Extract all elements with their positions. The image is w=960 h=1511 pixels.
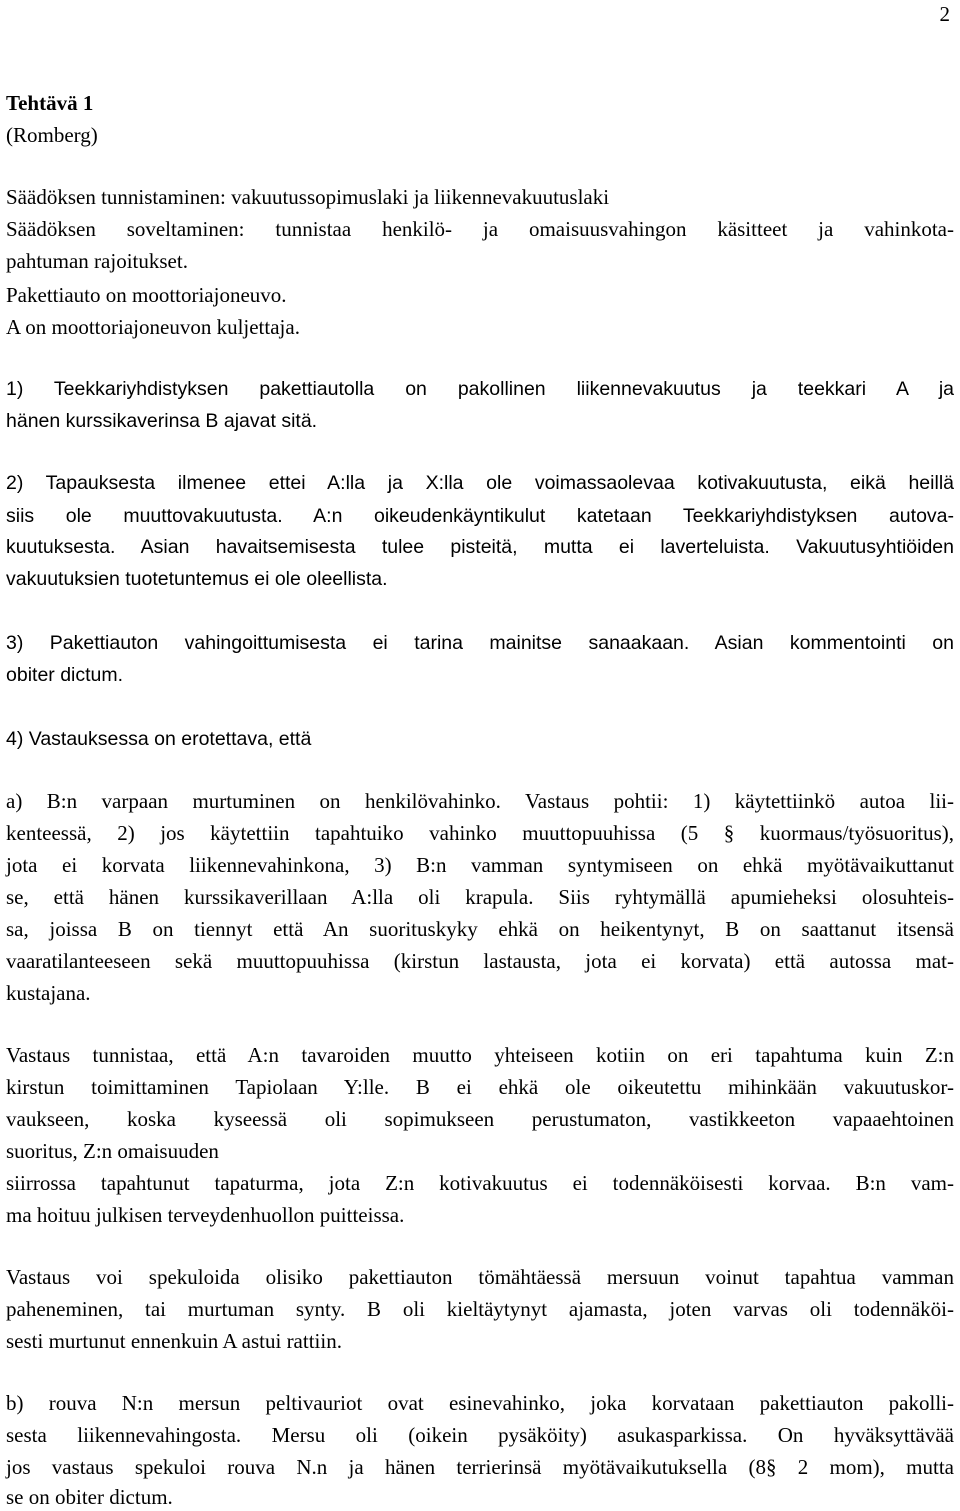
answer-a-line: a) B:n varpaan murtuminen on henkilövahinko. Vastaus pohtii: 1) käytettiinkö autoa lii-: [6, 789, 954, 813]
answer-d-line: se on obiter dictum.: [6, 1485, 173, 1509]
answer-b-line: kirstun toimittaminen Tapiolaan Y:lle. B ei ehkä ole oikeutettu mihinkään vakuutuskor-: [6, 1075, 954, 1099]
intro-line: Pakettiauto on moottoriajoneuvo.: [6, 283, 287, 307]
paragraph-3-line: obiter dictum.: [6, 664, 124, 686]
answer-b-line: ma hoituu julkisen terveydenhuollon puitteissa.: [6, 1203, 405, 1227]
answer-b-line: suoritus, Z:n omaisuuden: [6, 1139, 219, 1163]
task-title: Tehtävä 1: [6, 91, 94, 115]
paragraph-1-line: 1) Teekkariyhdistyksen pakettiautolla on pakollinen liikennevakuutus ja teekkari A ja: [6, 378, 954, 400]
paragraph-2-line: 2) Tapauksesta ilmenee ettei A:lla ja X:lla ole voimassaolevaa kotivakuutusta, eikä heillä: [6, 472, 954, 494]
answer-d-line: jos vastaus spekuloi rouva N.n ja hänen terrierinsä myötävaikutuksella (8§ 2 mom), mutta: [6, 1455, 954, 1479]
answer-c-line: paheneminen, tai murtuman synty. B oli kieltäytynyt ajamasta, joten varvas oli todennäköi-: [6, 1297, 954, 1321]
answer-b-line: vaukseen, koska kyseessä oli sopimukseen perustumaton, vastikkeeton vapaaehtoinen: [6, 1107, 954, 1131]
answer-b-line: siirrossa tapahtunut tapaturma, jota Z:n kotivakuutus ei todennäköisesti korvaa. B:n vam-: [6, 1171, 954, 1195]
paragraph-2-line: vakuutuksien tuotetuntemus ei ole oleellista.: [6, 568, 388, 590]
intro-line: pahtuman rajoitukset.: [6, 249, 188, 273]
intro-line: Säädöksen tunnistaminen: vakuutussopimuslaki ja liikennevakuutuslaki: [6, 185, 610, 209]
task-author: (Romberg): [6, 123, 98, 147]
answer-a-line: kenteessä, 2) jos käytettiin tapahtuiko vahinko muuttopuuhissa (5 § kuormaus/työsuoritus),: [6, 821, 954, 845]
answer-d-line: b) rouva N:n mersun peltivauriot ovat esinevahinko, joka korvataan pakettiauton pakolli-: [6, 1391, 954, 1415]
answer-c-line: Vastaus voi spekuloida olisiko pakettiauton tömähtäessä mersuun voinut tapahtua vamman: [6, 1265, 954, 1289]
paragraph-3-line: 3) Pakettiauton vahingoittumisesta ei tarina mainitse sanaakaan. Asian kommentointi on: [6, 632, 954, 654]
answer-a-line: sa, joissa B on tiennyt että An suorituskyky ehkä on heikentynyt, B on saattanut itsensä: [6, 917, 954, 941]
intro-line: A on moottoriajoneuvon kuljettaja.: [6, 315, 300, 339]
answer-c-line: sesti murtunut ennenkuin A astui rattiin.: [6, 1329, 342, 1353]
answer-a-line: vaaratilanteeseen sekä muuttopuuhissa (kirstun lastausta, jota ei korvata) että autossa mat-: [6, 949, 954, 973]
intro-line: Säädöksen soveltaminen: tunnistaa henkilö- ja omaisuusvahingon käsitteet ja vahinkota-: [6, 217, 954, 241]
paragraph-2-line: kuutuksesta. Asian havaitsemisesta tulee pisteitä, mutta ei laverteluista. Vakuutusyhtiöiden: [6, 536, 954, 558]
paragraph-4-line: 4) Vastauksessa on erotettava, että: [6, 728, 312, 750]
paragraph-1-line: hänen kurssikaverinsa B ajavat sitä.: [6, 410, 318, 432]
answer-b-line: Vastaus tunnistaa, että A:n tavaroiden muutto yhteiseen kotiin on eri tapahtuma kuin Z:n: [6, 1043, 954, 1067]
answer-a-line: se, että hänen kurssikaverillaan A:lla oli krapula. Siis ryhtymällä apumieheksi olosuhteis-: [6, 885, 954, 909]
answer-a-line: kustajana.: [6, 981, 91, 1005]
answer-d-line: sesta liikennevahingosta. Mersu oli (oikein pysäköity) asukasparkissa. On hyväksyttävää: [6, 1423, 954, 1447]
page-number: 2: [939, 2, 950, 26]
paragraph-2-line: siis ole muuttovakuutusta. A:n oikeudenkäyntikulut katetaan Teekkariyhdistyksen autova-: [6, 505, 954, 527]
answer-a-line: jota ei korvata liikennevahinkona, 3) B:n vamman syntymiseen on ehkä myötävaikuttanut: [6, 853, 954, 877]
